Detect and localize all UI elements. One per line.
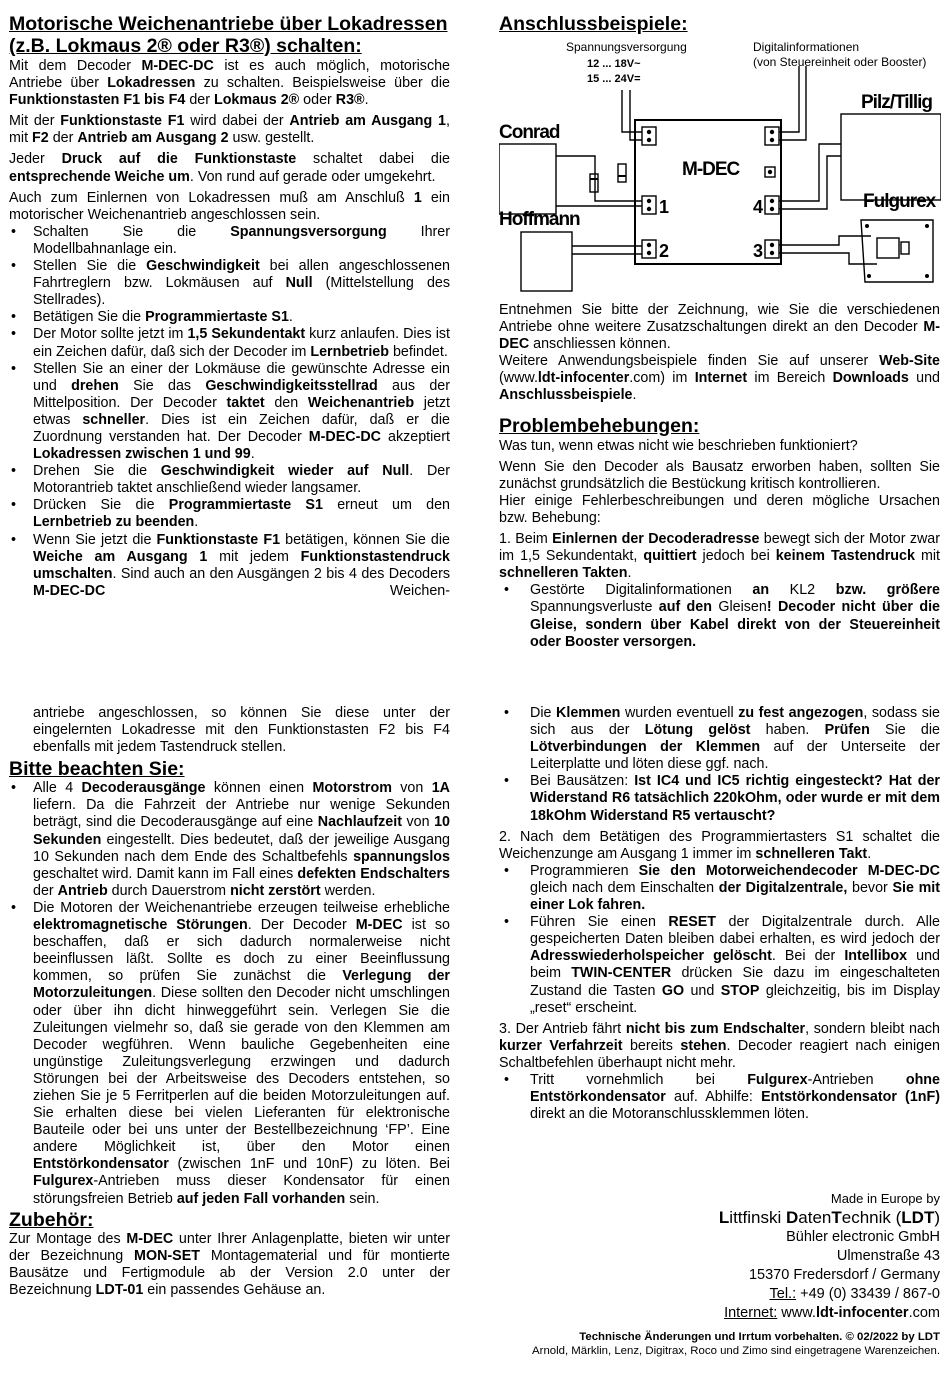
bold-text: nicht bis zum Endschalter (625, 1020, 806, 1037)
text: . Der Decoder (247, 917, 356, 934)
bold-text: M-DEC (355, 917, 403, 934)
bold-text: auf jeden Fall vorhanden (176, 1190, 346, 1207)
heading-anschlussbeispiele: Anschlussbeispiele: (499, 13, 688, 35)
text: usw. gestellt. (228, 130, 315, 147)
company-part: ittfinski (729, 1208, 786, 1227)
list-item (9, 463, 450, 497)
bold-text: an (731, 582, 790, 599)
text: . (627, 565, 632, 582)
text: -Antrieben (807, 1071, 906, 1088)
company-initial: D (785, 1208, 799, 1227)
company-part: aten (798, 1208, 832, 1227)
heading-bitte-beachten: Bitte beachten Sie: (9, 758, 185, 781)
bold-text: Lokadressen zwischen 1 und 99 (33, 446, 251, 463)
text: Sie das (118, 377, 206, 394)
bold-text: Fulgurex (33, 1173, 94, 1190)
text: . (364, 92, 369, 109)
city-address: 15370 Fredersdorf / Germany (748, 1267, 940, 1283)
text: wird dabei der (184, 113, 290, 130)
text: . Der Motorantrieb taktet anschließend wieder langsamer. (33, 463, 451, 497)
bold-text: auf den (652, 599, 719, 616)
bold-text: der Digitalzentrale, (714, 879, 853, 896)
text: Programmieren (530, 862, 629, 879)
list-item (499, 914, 940, 1017)
bold-text: Funktionstasten F1 bis F4 (9, 92, 186, 109)
bold-text: Programmiertaste S1 (168, 497, 323, 514)
bold-text: Funktionstaste F1 (60, 113, 185, 130)
diagram-supply-label: Spannungsversorgung (566, 40, 687, 54)
continuation-paragraph: antriebe angeschlossen, so können Sie diese unter der eingelernten Lokadresse mit den Funktionstasten F2 bis F4 ebenfalls mit jedem Tastendruck stellen. (33, 705, 450, 756)
diagram-note-paragraph (499, 302, 940, 353)
right-top-column (499, 13, 940, 35)
bold-text: nicht zerstört (230, 882, 321, 899)
text: bewegt sich der Motor zwar im 1,5 Sekundentakt, (499, 531, 941, 565)
company-part: echnik ( (841, 1208, 902, 1227)
text: . (632, 387, 637, 404)
bold-text: MON-SET (134, 1247, 200, 1264)
bold-text: R3® (335, 92, 365, 109)
bold-text: elektromagnetische Störungen (33, 917, 248, 934)
text: und (908, 370, 940, 387)
text: können einen (205, 780, 313, 797)
text: 2. Nach dem Betätigen des Programmiertasters S1 schaltet die Weichenzunge am Ausgang 1 immer im (499, 828, 940, 862)
text: , sondern bleibt nach (805, 1020, 940, 1037)
bold-text: Downloads (832, 370, 909, 387)
text: (Mittelstellung des Stellrades). (33, 275, 450, 309)
bold-text: 10 Sekunden (33, 814, 450, 848)
text: direkt an die Motoranschlussklemmen löten. (530, 1106, 809, 1123)
text: oder (299, 92, 336, 109)
text: und beim (530, 948, 941, 982)
bold-text: taktet (226, 394, 265, 411)
bold-text: GO (661, 982, 685, 999)
bold-text: ldt-infocenter (537, 370, 630, 387)
bold-text: TWIN-CENTER (571, 965, 672, 982)
bold-text: schneller (82, 411, 146, 428)
bold-text: Druck auf die Funktionstaste (61, 151, 297, 168)
text: Drücken Sie die (33, 497, 169, 514)
text: gleich nach dem Einschalten (530, 879, 715, 896)
causes-paragraph: Hier einige Fehlerbeschreibungen und deren mögliche Ursachen bzw. Behebung: (499, 492, 940, 526)
bold-text: ! Decoder nicht über die Gleise, sondern über Kabel direkt von der Steuereinheit oder Booster versorgen. (530, 599, 941, 650)
text: der (48, 130, 78, 147)
bold-text: schnelleren Takten (499, 565, 628, 582)
diagram-digital-label-2: (von Steuereinheit oder Booster) (753, 55, 927, 69)
text: anschliessen können. (529, 336, 671, 353)
bold-text: Geschwindigkeit wieder auf Null (160, 463, 410, 480)
internet-label: Internet: (724, 1305, 778, 1321)
bold-text: 1,5 Sekundentakt (187, 326, 306, 343)
title-line-1: Motorische Weichenantriebe über Lokadressen (9, 13, 448, 35)
text: gleichzeitig, bis im Display „reset“ erscheint. (530, 982, 940, 1016)
bold-text: entsprechende Weiche um (9, 168, 190, 185)
company-initial: L (718, 1208, 730, 1227)
bold-text: Programmiertaste S1 (145, 309, 289, 326)
text: Die Motoren der Weichenantriebe erzeugen teilweise erhebliche (33, 899, 450, 916)
list-item (9, 258, 450, 309)
text: Stellen Sie an einer der Lokmäuse die gewünschte Adresse ein und (33, 360, 450, 394)
error-2-paragraph (499, 829, 940, 863)
bold-text: LDT-01 (95, 1281, 144, 1298)
bold-text: spannungslos (353, 848, 450, 865)
text: . (194, 514, 199, 531)
diagram-output-3: 3 (753, 241, 764, 261)
text: bevor (852, 879, 888, 896)
phone-number: +49 (0) 33439 / 867-0 (796, 1286, 940, 1302)
text: Betätigen Sie die (33, 309, 146, 326)
bold-text: F2 (32, 130, 49, 147)
bold-text: Fulgurex (747, 1071, 808, 1088)
text: akzeptiert (381, 428, 450, 445)
bold-text: bzw. größere (815, 582, 940, 599)
text: Zur Montage des (9, 1230, 127, 1247)
text: Entnehmen Sie bitte der Zeichnung, wie Sie die verschiedenen Antriebe ohne weitere Zusatzschaltungen direkt an den Decoder (499, 302, 940, 336)
text: wurden eventuell (620, 705, 739, 721)
bold-text: Funktionstastendruck umschalten (33, 548, 450, 582)
bold-text: Lokadressen (107, 75, 196, 92)
text: . Diese sollten den Decoder nicht umschlingen oder über ihn dicht hinweggeführt sein. Verlegen Sie die Zuleitungen vielmehr so, daß sie gerade von den Klemmen am Decoder wegführen. Wenn bauliche Gegebenheiten eine ungünstige Zuleitungsverlegung erzwingen und dadurch Störungen bei der Arbeitsweise des Decoders entstehen, so ziehen Sie je 5 Ferritperlen auf die beiden Motorzuleitungen auf. Sie erhalten diese bei vielen Lieferanten für elektronische Bauteile oder bei uns unter der Bestellbezeichnung ‘FP’. Eine andere Möglichkeit ist, über den Motor einen (33, 985, 450, 1156)
bold-text: Funktionstaste F1 (156, 531, 281, 548)
text: sein. (345, 1190, 380, 1207)
list-item (499, 705, 940, 773)
made-in-europe: Made in Europe by (830, 1191, 940, 1206)
bold-text: Nachlaufzeit (317, 814, 402, 831)
bold-text: Entstörkondensator (1nF) (761, 1089, 940, 1106)
bold-text: 1A (431, 780, 450, 797)
text: auf. Abhilfe: (665, 1089, 762, 1106)
bold-text: kurzer Verfahrzeit (499, 1037, 623, 1054)
wiring-diagram (499, 36, 941, 298)
text: . (250, 446, 255, 463)
bold-text: Internet (694, 370, 748, 387)
url-part: www. (777, 1305, 816, 1321)
bold-text: RESET (668, 914, 717, 931)
text: KL2 (789, 582, 816, 599)
right-top-text (499, 302, 940, 651)
bold-text: Geschwindigkeit (146, 258, 260, 275)
text: Der Motor sollte jetzt im (33, 326, 188, 343)
website-paragraph (499, 353, 940, 404)
error-2-list (499, 863, 940, 1017)
company-abbreviation: LDT (901, 1208, 935, 1227)
text: der Digitalzentrale durch. Alle gespeicherten Daten bleiben dabei erhalten, es wird jedoch der (530, 914, 940, 948)
text: durch Dauerstrom (107, 882, 231, 899)
right-bottom-column (499, 705, 940, 1123)
phone-label: Tel.: (769, 1286, 797, 1302)
bold-text: Sie den Motorweichendecoder M-DEC-DC (628, 862, 940, 879)
text: zu schalten. Beispielsweise über die (195, 75, 450, 92)
bold-text: Lötverbindungen der Klemmen (530, 739, 761, 756)
text: Mit dem Decoder (9, 58, 142, 74)
text: Drehen Sie die (33, 463, 161, 480)
bold-text: keinem Tastendruck (775, 548, 915, 565)
accessories-paragraph (9, 1231, 450, 1299)
text: von (401, 814, 435, 831)
company-name (719, 1207, 940, 1228)
bold-text: defekten Endschalters (297, 865, 450, 882)
diagram-output-4: 4 (753, 197, 764, 217)
text: Auch zum Einlernen von Lokadressen muß am Anschluß (9, 189, 414, 206)
notes-list (9, 780, 450, 1207)
text: , mit (9, 113, 450, 147)
text: . (867, 845, 872, 862)
text: Jeder (9, 151, 62, 168)
text: schaltet dabei die (296, 151, 450, 168)
text: betätigen, können Sie die (280, 531, 450, 548)
text: Gestörte Digitalinformationen (530, 582, 732, 599)
bold-text: 1 (413, 189, 422, 206)
internet-line (719, 1304, 940, 1323)
text: . (288, 309, 293, 326)
text: Spannungsverluste (530, 599, 653, 616)
text: , sodass sie sich aus der (530, 705, 940, 739)
list-item (9, 780, 450, 900)
text: ist es auch möglich, motorische Antriebe über (9, 58, 451, 92)
text: haben. (750, 722, 825, 739)
text: Führen Sie einen (530, 914, 669, 931)
text: Wenn Sie jetzt die (33, 531, 157, 548)
text: bei allen angeschlossenen Fahrtreglern bzw. Lokmäusen auf (33, 258, 450, 292)
list-item (9, 224, 450, 258)
text: eingestellt. Dies bedeutet, daß der jeweilige Ausgang 10 Sekunden nach dem Ende des Schaltbefehls (33, 831, 450, 865)
list-item (499, 1072, 940, 1123)
text: (zwischen 1nF und 10nF) zu löten. Bei (168, 1156, 450, 1173)
bold-text: Anschlussbeispiele (499, 387, 633, 404)
footer (532, 1330, 940, 1358)
bold-text: Verlegung der Motorzuleitungen (33, 968, 450, 1002)
bold-text: Einlernen der Decoderadresse (552, 531, 760, 548)
text: ist so beschaffen, daß er sich dadurch normalerweise nicht beeinflussen läßt. Sollte es doch zu einer Beeinflussung kommen, so prüfen Sie zunächst die (33, 917, 450, 985)
diagram-label-conrad: Conrad (499, 122, 560, 143)
left-bottom-column (9, 705, 450, 1303)
list-item (9, 326, 450, 360)
footer-trademarks: Arnold, Märklin, Lenz, Digitrax, Roco und Zimo sind eingetragene Warenzeichen. (532, 1345, 940, 1357)
bold-text: Intellibox (844, 948, 908, 965)
learn-paragraph (9, 190, 450, 224)
diagram-supply-voltage-dc: 15 ... 24V= (587, 73, 641, 85)
bold-text: M-DEC-DC (33, 582, 106, 599)
list-item (9, 532, 450, 600)
bold-text: Lernbetrieb (310, 343, 389, 360)
error-3-list (499, 1072, 940, 1123)
error-1-list (499, 582, 940, 650)
text: -Antrieben muss dieser Kondensator für einen störungsfreien Betrieb (33, 1173, 450, 1207)
diagram-label-pilz-tillig: Pilz/Tillig (861, 92, 932, 113)
text: mit jedem (207, 548, 301, 565)
bold-text: Adresswiederholspeicher gelöscht (530, 948, 772, 965)
bold-text: Antrieb (57, 882, 108, 899)
text: (www. (499, 370, 538, 387)
learn-steps-list (9, 224, 450, 600)
text: . Bei der (771, 948, 845, 965)
bold-text: Antrieb am Ausgang 2 (77, 130, 229, 147)
text: . Von rund auf gerade oder umgekehrt. (189, 168, 436, 185)
text: ein motorischer Weichenantrieb angeschlossen sein. (9, 189, 450, 223)
text: . Decoder reagiert nach einigen Schaltbefehlen überhaupt nicht mehr. (499, 1037, 940, 1071)
error-3-paragraph (499, 1021, 940, 1072)
text: Die (530, 705, 557, 721)
bold-text: ohne Entstörkondensator (530, 1071, 940, 1106)
text: auf der Unterseite der Leiterplatte und löten diese ggf. nach. (530, 739, 940, 773)
kit-paragraph: Wenn Sie den Decoder als Bausatz erworben haben, sollten Sie zunächst grundsätzlich die Bestückung kritisch kontrollieren. (499, 458, 940, 492)
text: Mit der (9, 113, 61, 130)
bold-text: Entstörkondensator (33, 1156, 169, 1173)
diagram-output-2: 2 (659, 241, 670, 261)
text: mit (914, 548, 940, 565)
text: Ihrer Modellbahnanlage ein. (33, 223, 451, 257)
bold-text: M-DEC (499, 319, 940, 353)
text: erneut um den (322, 497, 451, 514)
street-address: Ulmenstraße 43 (836, 1248, 940, 1264)
text: von (391, 780, 432, 797)
text: Schalten Sie die (33, 223, 231, 240)
text: drücken Sie dazu im eingeschalteten Zustand die Tasten (530, 965, 940, 999)
text: und (684, 982, 721, 999)
text: unter Ihrer Anlagenplatte, bieten wir unter der Bezeichnung (9, 1230, 450, 1264)
error-1-list-continued (499, 705, 940, 825)
text: geschaltet wird. Damit kann im Fall eines (33, 865, 298, 882)
text: .com) im (629, 370, 695, 387)
error-1-paragraph (499, 531, 940, 582)
text: Stellen Sie die (33, 258, 147, 275)
title-line-2: (z.B. Lokmaus 2® oder R3®) schalten: (9, 35, 362, 57)
imprint (719, 1190, 940, 1323)
list-item (9, 309, 450, 326)
list-item (499, 773, 940, 824)
bold-text: zu fest angezogen (738, 705, 864, 721)
bold-text: Weichenantrieb (307, 394, 415, 411)
diagram-label-mdec: M-DEC (682, 159, 740, 180)
text: . Sind auch an den Ausgängen 2 bis 4 des Decoders (112, 565, 450, 582)
phone-line (719, 1285, 940, 1304)
bold-text: M-DEC-DC (141, 58, 214, 74)
bold-text: Web-Site (879, 353, 940, 370)
url-part: .com (908, 1305, 940, 1321)
url-domain: ldt-infocenter (815, 1305, 909, 1321)
text: Weitere Anwendungsbeispiele finden Sie auf unserer (499, 353, 880, 370)
company-part: ) (934, 1208, 940, 1227)
text: der (185, 92, 214, 109)
bold-text: Weiche am Ausgang 1 (33, 548, 208, 565)
text: jetzt etwas (33, 394, 450, 428)
text: jedoch bei (696, 548, 776, 565)
text: befindet. (389, 343, 448, 360)
left-top-column (9, 13, 450, 600)
intro-paragraph (9, 58, 450, 109)
list-item (499, 863, 940, 914)
bold-text: Prüfen (824, 722, 870, 739)
bold-text: schnelleren Takt (755, 845, 868, 862)
text: Weichen- (105, 582, 450, 599)
text: 3. Der Antrieb fährt (499, 1020, 626, 1037)
text: im Bereich (747, 370, 833, 387)
diagram-digital-label-1: Digitalinformationen (753, 40, 860, 54)
text: der (33, 882, 58, 899)
list-item (9, 497, 450, 531)
text: bereits (622, 1037, 681, 1054)
text: kurz anlaufen. Dies ist ein Zeichen dafür, daß sich der Decoder im (33, 326, 451, 360)
text: Gleisen (718, 599, 767, 616)
footer-disclaimer: Technische Änderungen und Irrtum vorbehalten. © 02/2022 by LDT (579, 1331, 940, 1343)
bold-text: M-DEC-DC (308, 428, 382, 445)
text: Bei Bausätzen: (530, 773, 629, 790)
bold-text: Lokmaus 2® (213, 92, 300, 109)
text: ein passendes Gehäuse an. (143, 1281, 326, 1298)
text: aus der Mittelposition. Der Decoder (33, 377, 450, 411)
diagram-output-1: 1 (659, 197, 670, 217)
list-item (9, 900, 450, 1208)
bold-text: Geschwindigkeitsstellrad (205, 377, 378, 394)
text: 1. Beim (499, 531, 553, 548)
text: Tritt vornehmlich bei (530, 1071, 748, 1088)
text: Alle 4 (33, 780, 82, 797)
text: Montagematerial und für montierte Bausätze und Fertigmodule ab der Version 2.0 unter der Bezeichnung (9, 1247, 450, 1298)
bold-text: quittiert (643, 548, 697, 565)
bold-text: Sie mit einer Lok fahren. (530, 879, 941, 914)
diagram-label-fulgurex: Fulgurex (863, 191, 936, 212)
bold-text: M-DEC (126, 1230, 174, 1247)
company-initial: T (831, 1208, 842, 1227)
bold-text: Lernbetrieb zu beenden (33, 514, 195, 531)
bold-text: Lötung gelöst (644, 722, 751, 739)
bold-text: Antrieb am Ausgang 1 (289, 113, 447, 130)
question-paragraph: Was tun, wenn etwas nicht wie beschrieben funktioniert? (499, 437, 858, 454)
bold-text: drehen (71, 377, 119, 394)
text: den (264, 394, 308, 411)
bold-text: Decoderausgänge (81, 780, 206, 797)
bold-text: Null (285, 275, 313, 292)
company-legal-name: Bühler electronic GmbH (786, 1229, 940, 1245)
heading-zubehoer: Zubehör: (9, 1208, 94, 1231)
diagram-supply-voltage-ac: 12 ... 18V~ (587, 58, 641, 70)
bold-text: STOP (720, 982, 760, 999)
bold-text: Klemmen (556, 705, 621, 721)
bold-text: Spannungsversorgung (230, 223, 387, 240)
bold-text: Motorstrom (312, 780, 392, 797)
text: . Dies ist ein Zeichen dafür, daß er die Zuordnung verstanden hat. Der Decoder (33, 411, 450, 445)
press-paragraph (9, 151, 450, 185)
text: Sie die (869, 722, 940, 739)
bold-text: stehen (680, 1037, 727, 1054)
text: liefern. Da die Fahrzeit der Antriebe nur wenige Sekunden beträgt, sind die Decoderausgänge auf eine (33, 797, 450, 831)
diagram-label-hoffmann: Hoffmann (499, 209, 580, 230)
list-item (499, 582, 940, 650)
bold-text: Ist IC4 und IC5 richtig eingesteckt? Hat der Widerstand R6 tatsächlich 220kOhm, oder wurde er mit dem 18kOhm Widerstand R5 vertauscht? (530, 773, 940, 824)
list-item (9, 361, 450, 464)
heading-problembehebungen: Problembehebungen: (499, 414, 700, 437)
function-key-paragraph (9, 113, 450, 147)
text: werden. (320, 882, 376, 899)
